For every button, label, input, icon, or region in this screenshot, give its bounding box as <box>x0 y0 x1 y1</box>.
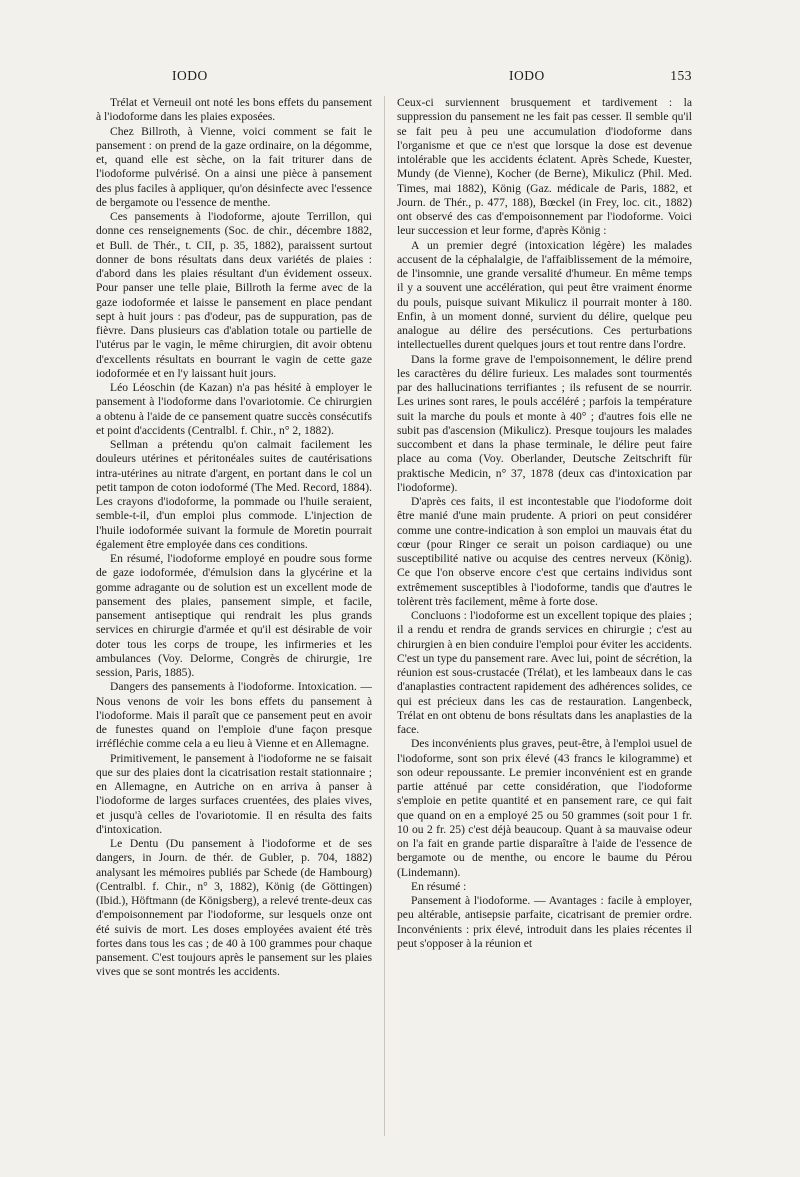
page-number: 153 <box>670 68 692 83</box>
paragraph: D'après ces faits, il est incontestable que l'iodoforme doit être manié d'une main prudente. A priori on peut considérer comme une contre-indication à son emploi un mauvais état du cœur (pour Ringer ce serait un poison cardiaque) ou une susceptibilité native ou acquise des centres nerveux (König). Ce que l'on observe encore c'est que certains individus sont extrêmement susceptibles à l'iodoforme, tandis que d'autres le tolèrent très facilement, même à forte dose. <box>397 495 692 608</box>
right-column <box>397 96 692 1156</box>
paragraph: Pansement à l'iodoforme. — Avantages : facile à employer, peu altérable, antisepsie parfaite, cicatrisant de premier ordre. Inconvénients : prix élevé, introduit dans les plaies récentes il peut s'opposer à la réunion et <box>397 894 692 950</box>
paragraph: Concluons : l'iodoforme est un excellent topique des plaies ; il a rendu et rendra de grands services en chirurgie ; c'est au chirurgien à en bien conduire l'emploi pour éviter les accidents. C'est un type du pansement rare. Avec lui, point de sécrétion, la réunion est sous-crustacée (Trélat), et les lambeaux dans le cas d'anaplasties contractent rapidement des adhérences solides, ce qui est précieux dans les cas de restauration. Langenbeck, Trélat en ont obtenu de bons résultats dans les anaplasties de la face. <box>397 609 692 736</box>
paragraph: Ceux-ci surviennent brusquement et tardivement : la suppression du pansement ne les fait pas cesser. Il semble qu'il se fait peu à peu une accumulation d'iodoforme dans l'organisme et que ce n'est que lorsque la dose est devenue intolérable que les accidents éclatent. Après Schede, Kuester, Mundy (de Vienne), Kocher (de Berne), Mikulicz (Phil. Med. Times, mai 1882), König (Gaz. médicale de Paris, 1882, et Journ. de Thér., p. 477, 188), Bœckel (in Frey, loc. cit., 1882) ont observé des cas d'empoisonnement par l'iodoforme. Voici leur succession et leur forme, d'après König : <box>397 96 692 238</box>
paragraph: Le Dentu (Du pansement à l'iodoforme et de ses dangers, in Journ. de thér. de Gubler, p. 704, 1882) analysant les mémoires publiés par Schede (de Hambourg) (Centralbl. f. Chir., n° 3, 1882), König (de Göttingen) (Ibid.), Höftmann (de Königsberg), a relevé trente-deux cas d'empoisonnement par l'iodoforme, sur lesquels onze ont été suivis de mort. Les doses employées avaient été très fortes dans tous les cas ; de 40 à 100 grammes pour chaque pansement. C'est toujours après le pansement sur les plaies vives que se sont montrés les accidents. <box>96 837 372 979</box>
running-header <box>0 68 800 88</box>
paragraph: En résumé, l'iodoforme employé en poudre sous forme de gaze iodoformée, d'émulsion dans la glycérine et la gomme adragante ou de solution est un excellent mode de pansement des plaies, pansement simple, et facile, pansement antiseptique qui rendrait les plus grands services en chirurgie d'armée et qu'il est désirable de voir doter tous les corps de troupe, les infirmeries et les ambulances (Voy. Delorme, Congrès de chirurgie, 1re session, Paris, 1885). <box>96 552 372 679</box>
left-column <box>96 96 372 1156</box>
paragraph: Chez Billroth, à Vienne, voici comment se fait le pansement : on prend de la gaze ordinaire, on la dégomme, et, quand elle est sèche, on la fait triturer dans de l'iodoforme pulvérisé. On a ainsi une pièce à pansement des plus faciles à appliquer, qu'on désinfecte avec l'essence de bergamote ou l'essence de menthe. <box>96 124 372 209</box>
column-divider <box>384 96 385 1136</box>
paragraph: Trélat et Verneuil ont noté les bons effets du pansement à l'iodoforme dans les plaies exposées. <box>96 96 372 124</box>
paragraph: En résumé : <box>411 879 467 893</box>
paragraph: Sellman a prétendu qu'on calmait facilement les douleurs utérines et péritonéales suites de cautérisations intra-utérines au nitrate d'argent, en portant dans le col un petit tampon de coton iodoformé (The Med. Record, 1884). Les crayons d'iodoforme, la pommade ou l'huile seraient, semble-t-il, d'un emploi plus commode. L'injection de l'huile iodoformée suivant la formule de Moretin pourrait également être employée dans ces conditions. <box>96 438 372 551</box>
paragraph: Dans la forme grave de l'empoisonnement, le délire prend les caractères du délire furieux. Les malades sont tourmentés par des hallucinations terrifiantes ; ils refusent de se nourrir. Les urines sont rares, le pouls accéléré ; parfois la température suit la marche du pouls et monte à 40° ; d'autres fois elle ne subit pas d'ascension (Mikulicz). Presque toujours les malades succombent et dans la phase terminale, le délire peut faire place au coma (Voy. Oberlander, Deutsche Zeitschrift für praktische Medicin, n° 37, 1878 (deux cas d'intoxication par l'iodoforme). <box>397 352 692 494</box>
paragraph: Dangers des pansements à l'iodoforme. Intoxication. — Nous venons de voir les bons effets du pansement à l'iodoforme. Mais il paraît que ce pansement peut en avoir de funestes quand on l'emploie d'une façon presque irréfléchie comme cela a eu lieu à Vienne et en Allemagne. <box>96 680 372 751</box>
paragraph: A un premier degré (intoxication légère) les malades accusent de la céphalalgie, de l'affaiblissement de la mémoire, de l'insomnie, une grande versalité d'humeur. En même temps il y a souvent une accélération, qui peut être vraiment énorme du pouls, puisque suivant Mikulicz il pourrait monter à 180. Enfin, à un moment donné, survient du délire, quelque peu analogue au délire des persécutions. Ces perturbations intellectuelles durent quelques jours et tout rentre dans l'ordre. <box>397 238 692 352</box>
paragraph: Ces pansements à l'iodoforme, ajoute Terrillon, qui donne ces renseignements (Soc. de chir., décembre 1882, et Bull. de Thér., t. CII, p. 35, 1882), paraissent surtout donner de bons résultats dans deux variétés de plaies : d'abord dans les plaies résultant d'un évidement osseux. Pour panser une telle plaie, Billroth la ferme avec de la gaze iodoformée et laisse le pansement en place pendant sept à huit jours : pas d'odeur, pas de suppuration, pas de fièvre. Dans plusieurs cas d'ablation totale ou partielle de l'utérus par le vagin, le même chirurgien, dit avoir obtenu d'excellents résultats en bourrant le vagin de cette gaze iodoformée et en l'y laissant huit jours. <box>96 210 372 380</box>
paragraph: Des inconvénients plus graves, peut-être, à l'emploi usuel de l'iodoforme, sont son prix élevé (43 francs le kilogramme) et son odeur repoussante. Le premier inconvénient est en grande partie atténué par cette considération, que l'iodoforme s'emploie en petite quantité et en pansement rare, ce qui fait que quand on en a employé 25 ou 50 grammes (soit pour 1 fr. 10 ou 2 fr. 25) c'est déjà beaucoup. Quant à sa mauvaise odeur on l'a fait en grande partie disparaître à l'aide de l'essence de bergamote ou de menthe, ou encore le baume du Pérou (Lindemann). <box>397 737 692 879</box>
right-running-title: IODO <box>509 68 545 83</box>
paragraph: Léo Léoschin (de Kazan) n'a pas hésité à employer le pansement à l'iodoforme dans l'ovariotomie. Ce chirurgien a obtenu à l'aide de ce pansement quatre succès consécutifs et point d'accidents (Centralbl. f. Chir., n° 2, 1882). <box>96 381 372 437</box>
left-running-title: IODO <box>172 68 208 83</box>
paragraph: Primitivement, le pansement à l'iodoforme ne se faisait que sur des plaies dont la cicatrisation restait stationnaire ; en Allemagne, en Autriche on en arriva à panser à l'iodoforme de larges surfaces cruentées, des plaies vives, et jusqu'à celles de l'ovariotomie. Il en résulta des faits d'intoxication. <box>96 751 372 836</box>
